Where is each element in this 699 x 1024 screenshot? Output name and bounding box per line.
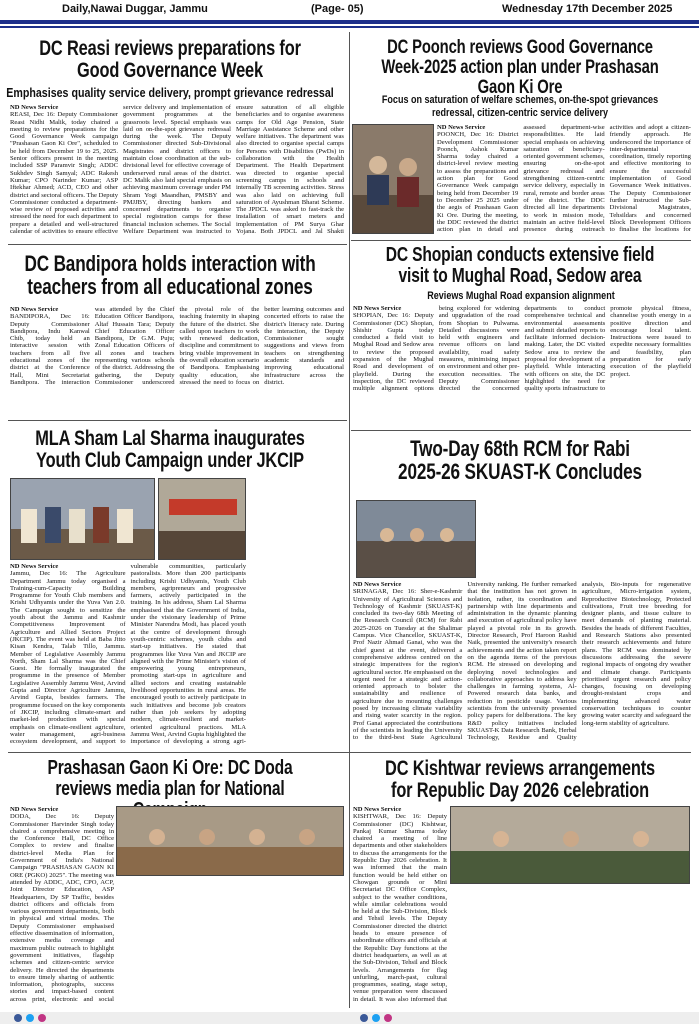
byline: ND News Service xyxy=(10,306,59,313)
article-body: POONCH, Dec 16: District Development Commissioner Poonch, Ashok Kumar Sharma today chaired a district-level review meeting to assess the preparations and action plan for Good Governance Week campaign being held from December 19 to December 25 2025 under the aegis of Prashasan Gaon Ki Ore. During the meeting, the DDC reviewed the district action plan in detail and assessed department-wise responsibilities. He laid special emphasis on achieving saturation of beneficiary-oriented government schemes, ensuring on-the-spot grievance redressal and strengthening citizen-centric service delivery, especially in rural, remote and border areas of the district. The DDC directed all line departments to work in mission mode, maintain an active field-level presence during outreach activities and adopt a citizen-friendly approach. He underscored the importance of inter-departmental coordination, timely reporting and effective monitoring to ensure the successful implementation of Good Governance Week initiatives. The Deputy Commissioner further instructed the Sub-Divisional Magistrates, Tehsildars and concerned Block Development Officers to finalise the locations for xyxy=(437,124,691,234)
byline: ND News Service xyxy=(10,104,59,111)
news-photo xyxy=(116,806,344,876)
article-body: SRINAGAR, Dec 16: Sher-e-Kashmir University of Agricultural Sciences and Technology of Kashmir (SKUAST-K) concluded its two-day 68th Meeting of the Research Council (RCM) for Rabi 2025-2026 on Tuesday at the Shalimar Campus. Vice Chancellor, SKUAST-K, Prof Nazir Ahmad Ganai, who was the chief guest at the event, delivered a comprehensive address centred on the strategic imperatives for the region's agricultural sector. He emphasised on the urgent need for a strategic and action-oriented approach to bolster the sustainability and resilience of agriculture due to mounting challenges posed by increasing climate variability and rising water scarcity in the region. Prof Ganai appreciated the contributions of the scientists in leading the University to the third-best State Agricultural University ranking. He further remarked that the institution has not grown in isolation, rather, its coordination and partnership with line departments and administration in the dynamic planning and execution of agricultural policy have played a pivotal role in its growth. Director Research, Prof Haroon Rashid Naik, presented the university's research achievements and the action taken report on the agenda items of the previous RCM. He stressed on developing and deploying novel technologies and collaborative approaches to address key challenges in farming systems, Al-Powered research data banks, and reduction in pesticide usage. Various scientists from the university presented policy papers for deliberations. The key R&D policy initiatives included SKUAST-K Data Research Bank, Herbal Technology, Residue and Quality analysis, Bio-inputs for regenerative agriculture, Micro-irrigation system, Reproductive Biotechnology, Protected cultivations, Fruit tree breeding for designer plants, and tissue culture to meet demands of planting material. Besides the heads of different Faculties, and Research Stations also presented their research achievements and future plans. The RCM was dominated by discussions addressing the severe regional impacts of ongoing dry weather and climate change. Participants prioritised urgent research and policy changes, focusing on developing drought-resistant crops and implementing advanced water conservation techniques to counter growing water scarcity and safeguard the long-term stability of agriculture. xyxy=(353,581,691,742)
news-photo xyxy=(352,124,434,234)
footer-social-bar xyxy=(0,1012,699,1024)
headline: Prashasan Gaon Ki Ore: DC Doda reviews media plan for National xyxy=(47,757,293,800)
headline: DC Bandipora holds interaction with teachers from all educational zones xyxy=(24,251,316,300)
news-photo xyxy=(10,478,155,560)
instagram-icon xyxy=(38,1014,46,1022)
article-body: BANDIPORA, Dec 16: Deputy Commissioner Bandipora, Indu Kanwal Chib, today held an interactive session with teachers from all five educational zones of the district at the Conference Hall, Mini Secretariat Bandipora. The interaction was attended by the Chief Education Officer Bandipora, Altaf Hussain Tara; Deputy Chief Education Officer Bandipora, Dr G.M. Puju; Zonal Education Officers of all zones and teachers representing various schools of the district. Addressing the gathering, the Deputy Commissioner underscored the pivotal role of the teaching fraternity in shaping the future of the district. She called upon teachers to work with renewed dedication, discipline and commitment to bring visible improvement in the overall education scenario of Bandipora. Emphasising quality education, she stressed the need to focus on better learning outcomes and concerted efforts to raise the district's literacy rate. During the interaction, the Deputy Commissioner sought suggestions and views from teachers on strengthening academic standards and improving educational infrastructure across the district. xyxy=(10,306,344,386)
twitter-icon xyxy=(26,1014,34,1022)
article-body: DODA, Dec 16: Deputy Commissioner Harvinder Singh today chaired a comprehensive meeting in the Conference Hall, DC Office Complex to review and finalise district-level Media Plan for Government of India's National Campaign "PRASHASAN GAON KI ORE (PGKO) 2025". The meeting was attended by ADDC, ADC, CPO, ACP, Joint Director Education, ASP Headquarters, Dy SP Traffic, besides district officers and officials from various government departments, both in physical and virtual modes. The Deputy Commissioner emphasised effective dissemination of information, extensive media coverage and maximum public outreach to highlight government initiatives, flagship schemes and citizen-centric service delivery. He directed the departments to ensure timely sharing of authentic information, photographs, success stories and impact-based content across print, electronic and social xyxy=(10,813,114,1003)
headline: DC Poonch reviews Good Governance Week-2025 action plan under Prashasan Gaon Ki Ore xyxy=(381,37,659,98)
column-divider xyxy=(349,32,350,1008)
article-body: Jammu, Dec 16: The Agriculture Department Jammu today organised a Training-cum-Capacity Building Programme for Youth Club members and Krishi Udhyamis under the Yuva Van 2.0. The Campaign sought to sensitize the youth about the Jammu and Kashmir Competitiveness Improvement of Agriculture and Allied Sectors Project (JKCIP). The event was held at Baba Jitto Kisan Kendra, Talab Tillo, Jammu. Member of Legislative Assembly Jammu North, Sham Lal Sharma was the Chief Guest. He formally inaugurated the programme in the presence of Member Legislative Assembly Jammu West, Arvind Gupta and Director Agriculture Jammu, Arvind Gupta, besides farmers. The programme focused on the key components of JKCIP, including climate-smart and market-led production with special emphasis on climate-resilient agriculture, water management, agri-business ecosystem development, and support to vulnerable communities, particularly pastoralists. More than 200 participants including Krishi Udhyamis, Youth Club members, agripreneurs and progressive farmers, actively participated in the training. In his address, Sham Lal Sharma emphasised that the Government of India, under the visionary leadership of Prime Minister Narendra Modi, has placed youth at the centre of development through youth-centric schemes, youth clubs and start-up initiatives. He stated that programmes like Yuva Van and JKCIP are aligned with the Prime Minister's vision of empowering young entrepreneurs, promoting start-ups in agriculture and allied sectors and creating sustainable livelihood opportunities in rural areas. He encouraged youth to actively participate in such initiatives and become job creators rather than job seekers by adopting modern, climate-resilient and market-oriented agricultural practices. MLA Jammu West, Arvind Gupta highlighted the importance of developing a strong agri- xyxy=(10,563,246,746)
article-body: KISHTWAR, Dec 16: Deputy Commissioner (DC) Kishtwar, Pankaj Kumar Sharma today chaired a meeting of line departments and other stakeholders to discuss the arrangements for the Republic Day 2026 celebration. It was informed that the main function would be held either on Chowgan grounds or Mini Secretariat DC Office Complex, subject to the weather conditions, while similar celebrations would be held at the Sub-Division, Block and Tehsil levels. The Deputy Commissioner directed the district heads to ensure presence of subordinate officers and officials at the Republic Day functions at the district headquarters, as well as at the Sub-Division, Tehsil and Block levels. Arrangements for flag unfurling, march-past, cultural programmes, seating, stage setup, venue preparation were discussed in detail. It was also informed that xyxy=(353,813,447,1003)
news-photo xyxy=(356,500,476,578)
byline: ND News Service xyxy=(353,806,402,813)
headline: DC Kishtwar reviews arrangements for Republic Day 2026 celebration xyxy=(385,757,655,803)
news-photo xyxy=(450,806,690,884)
headline: DC Reasi reviews preparations for Good Governance Week xyxy=(39,37,301,83)
headline: Two-Day 68th RCM for Rabi 2025-26 SKUAST-K Concludes xyxy=(398,436,642,485)
subheadline: Reviews Mughal Road expansion alignment xyxy=(427,290,615,302)
subheadline: Emphasises quality service delivery, prompt grievance redressal xyxy=(6,85,334,100)
headline: MLA Sham Lal Sharma inaugurates Youth Club Campaign under JKCIP xyxy=(35,427,305,473)
facebook-icon xyxy=(14,1014,22,1022)
masthead-date: Wednesday 17th December 2025 xyxy=(502,3,673,15)
masthead-page-number: (Page- 05) xyxy=(311,3,364,15)
byline: ND News Service xyxy=(10,806,59,813)
masthead xyxy=(0,0,699,30)
byline: ND News Service xyxy=(353,581,402,588)
subheadline: Focus on saturation of welfare schemes, on-the-spot grievances redressal, citizen-centric service delivery xyxy=(381,94,659,119)
byline: ND News Service xyxy=(10,563,59,570)
news-photo xyxy=(158,478,246,560)
masthead-paper-name: Daily,Nawai Duggar, Jammu xyxy=(62,3,208,15)
byline: ND News Service xyxy=(437,124,486,131)
article-body: SHOPIAN, Dec 16: Deputy Commissioner (DC) Shopian, Shishir Gupta today conducted a field visit to Mughal Road and Sedow area to review the proposed expansion of the Mughal Road and development of playfield. During the inspection, the DC reviewed multiple alignment options being explored for widening and upgradation of the road from Shopian to Pulwama. Detailed discussions were held with engineers and revenue officers on land availability, road safety measures, minimising impact on environment and other pre-execution necessities. The Deputy Commissioner directed the concerned departments to conduct comprehensive technical and environmental assessments and submit detailed reports to facilitate informed decision-making. Later, the DC visited Sedow area to review the proposal for development of a playfield. While interacting with officers on site, the DC highlighted the need for quality sports infrastructure to promote physical fitness, channelise youth energy in a positive direction and encourage local talent. Instructions were issued to expedite necessary formalities and feasibility, plan preparation for early execution of the playfield project. xyxy=(353,305,691,393)
facebook-icon xyxy=(360,1014,368,1022)
headline: DC Shopian conducts extensive field visit to Mughal Road, Sedow area xyxy=(385,244,655,287)
instagram-icon xyxy=(384,1014,392,1022)
section-divider xyxy=(8,244,347,245)
twitter-icon xyxy=(372,1014,380,1022)
article-body: REASI, Dec 16: Deputy Commissioner Reasi Nidhi Malik, today chaired a meeting to review preparations for the Good Governance Week campaign "Prashasan Gaon Ki Ore", scheduled to be held from December 19 to 25, 2025. Senior officers present in the meeting included SSP Paramvir Singh; ADDC Sukhdev Singh Samyal; ADC Rakesh Kumar; CPO Narinder Kumar; ASP Iftekhar Ahmed; ACD, CEO and other district and sectoral officers. The Deputy Commissioner conducted a department-wise review of proposed activities and stressed the need for each department to prepare a detailed and well-structured calendar of activities to ensure effective service delivery and implementation of government programmes at the grassroots level. Special emphasis was laid on on-the-spot grievance redressal during the week. The Deputy Commissioner directed Sub-Divisional Magistrates and district officers to maintain close coordination at the sub-divisional level for effective coverage of underserved rural areas of the district. DC Malik also laid special emphasis on achieving maximum coverage under PM Shram Yogi Maandhan, PMSBY and PMJJBY, directing bankers and concerned departments to organise special registration camps for these financial inclusion schemes. The Social Welfare Department was instructed to ensure saturation of all eligible beneficiaries and to organise awareness camps for Old Age Pension, State Marriage Assistance Scheme and other welfare initiatives. The department was also directed to organise special camps for Persons with Disabilities (PwDs) in collaboration with the Health Department. The Health Department was directed to organise special screening camps in schools and internally TB screening activities. Stress was also laid on achieving full saturation of Ayushman Bharat Scheme. The JPDCL was asked to fast-track the installation of smart meters and implementation of PM Surya Ghar Yojana. Both JPDCL and Jal Shakti xyxy=(10,104,344,236)
byline: ND News Service xyxy=(353,305,402,312)
